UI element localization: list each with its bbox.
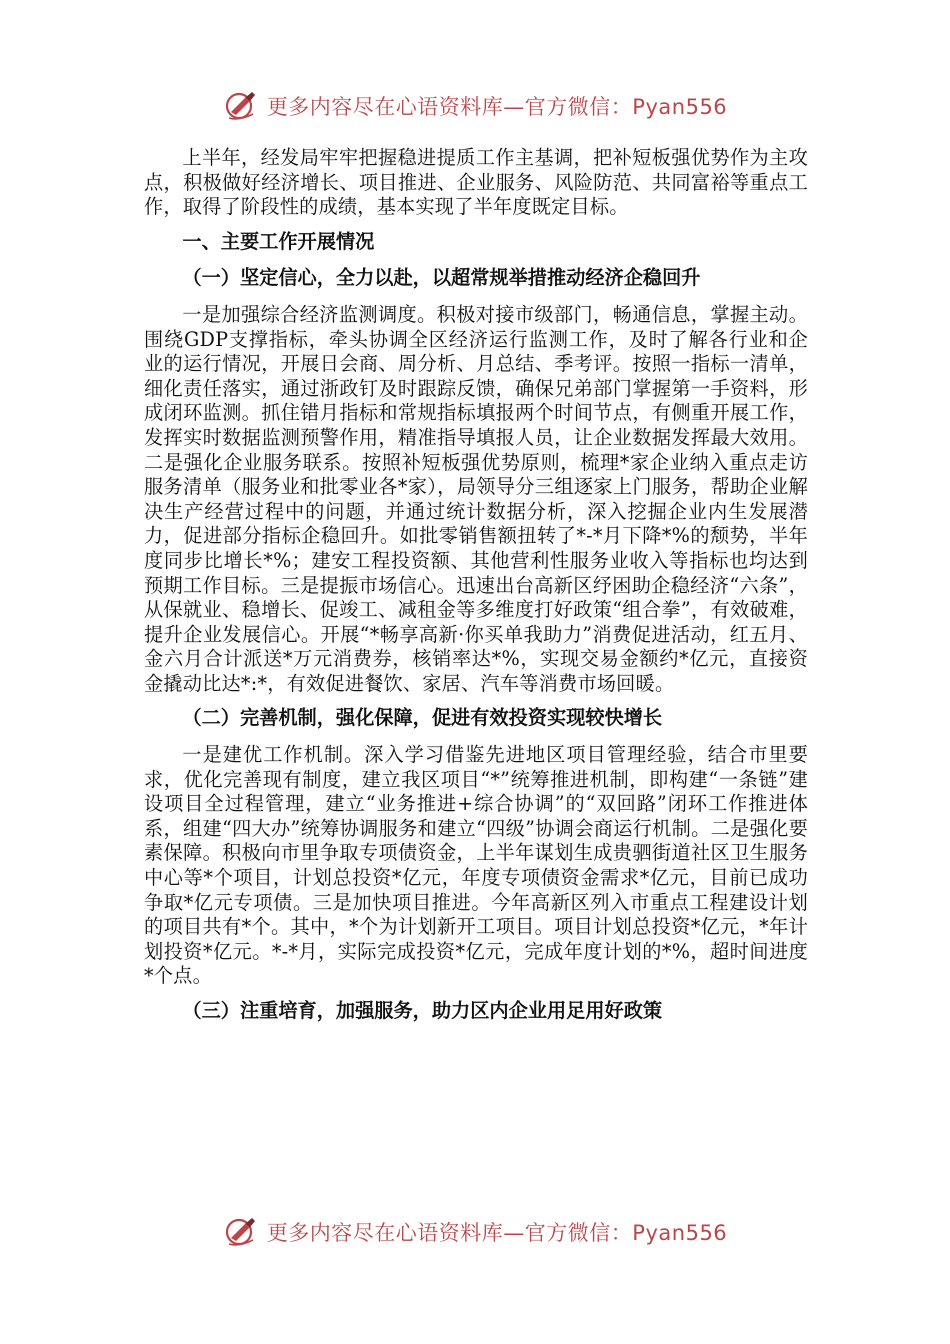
paragraph-economy: 一是加强综合经济监测调度。积极对接市级部门，畅通信息，掌握主动。围绕GDP支撑指标，牵头协调全区经济运行监测工作，及时了解各行业和企业的运行情况，开展日会商、周分析、月总结、季考评。按照一指标一清单，细化责任落实，通过浙政钉及时跟踪反馈，确保兄弟部门掌握第一手资料，形成闭环监测。抓住错月指标和常规指标填报两个时间节点，有侧重开展工作，发挥实时数据监测预警作用，精准指导填报人员，让企业数据发挥最大效用。二是强化企业服务联系。按照补短板强优势原则，梳理*家企业纳入重点走访服务清单（服务业和批零业各*家），局领导分三组逐家上门服务，帮助企业解决生产经营过程中的问题，并通过统计数据分析，深入挖掘企业内生发展潜力，促进部分指标企稳回升。如批零销售额扭转了*-*月下降*%的颓势，半年度同步比增长*%；建安工程投资额、其他营利性服务业收入等指标也均达到预期工作目标。三是提振市场信心。迅速出台高新区纾困助企稳经济“六条”，从保就业、稳增长、促竣工、减租金等多维度打好政策“组合拳”，有效破难，提升企业发展信心。开展“*畅享高新·你买单我助力”消费促进活动，红五月、金六月合计派送*万元消费券，核销率达*%，实现交易金额约*亿元，直接资金撬动比达*:*，有效促进餐饮、家居、汽车等消费市场回暖。 <box>144 302 808 695</box>
pen-logo-icon <box>223 88 259 124</box>
subheading-enterprise-service: （三）注重培育，加强服务，助力区内企业用足用好政策 <box>182 999 663 1022</box>
intro-paragraph: 上半年，经发局牢牢把握稳进提质工作主基调，把补短板强优势作为主攻点，积极做好经济增长、项目推进、企业服务、风险防范、共同富裕等重点工作，取得了阶段性的成绩，基本实现了半年度既定目标。 <box>144 146 808 219</box>
footer-watermark-banner <box>0 1212 950 1252</box>
document-body <box>144 146 808 1036</box>
section-heading-main-work: 一、主要工作开展情况 <box>182 229 375 253</box>
subheading-investment: （二）完善机制，强化保障，促进有效投资实现较快增长 <box>182 706 663 730</box>
watermark-text: 更多内容尽在心语资料库—官方微信：Pyan556 <box>266 95 728 119</box>
header-watermark-banner <box>0 86 950 126</box>
subheading-economy: （一）坚定信心，全力以赴，以超常规举措推动经济企稳回升 <box>182 266 701 290</box>
paragraph-investment: 一是建优工作机制。深入学习借鉴先进地区项目管理经验，结合市里要求，优化完善现有制度，建立我区项目“*”统筹推进机制，即构建“一条链”建设项目全过程管理，建立“业务推进+综合协调”的“双回路”闭环工作推进体系，组建“四大办”统筹协调服务和建立“四级”协调会商运行机制。二是强化要素保障。积极向市里争取专项债资金，上半年谋划生成贵驷街道社区卫生服务中心等*个项目，计划总投资*亿元，年度专项债资金需求*亿元，目前已成功争取*亿元专项债。三是加快项目推进。今年高新区列入市重点工程建设计划的项目共有*个。其中，*个为计划新开工项目。项目计划总投资*亿元，*年计划投资*亿元。*-*月，实际完成投资*亿元，完成年度计划的*%，超时间进度*个点。 <box>144 743 808 988</box>
watermark-text: 更多内容尽在心语资料库—官方微信：Pyan556 <box>266 1221 728 1245</box>
pen-logo-icon <box>223 1214 259 1250</box>
